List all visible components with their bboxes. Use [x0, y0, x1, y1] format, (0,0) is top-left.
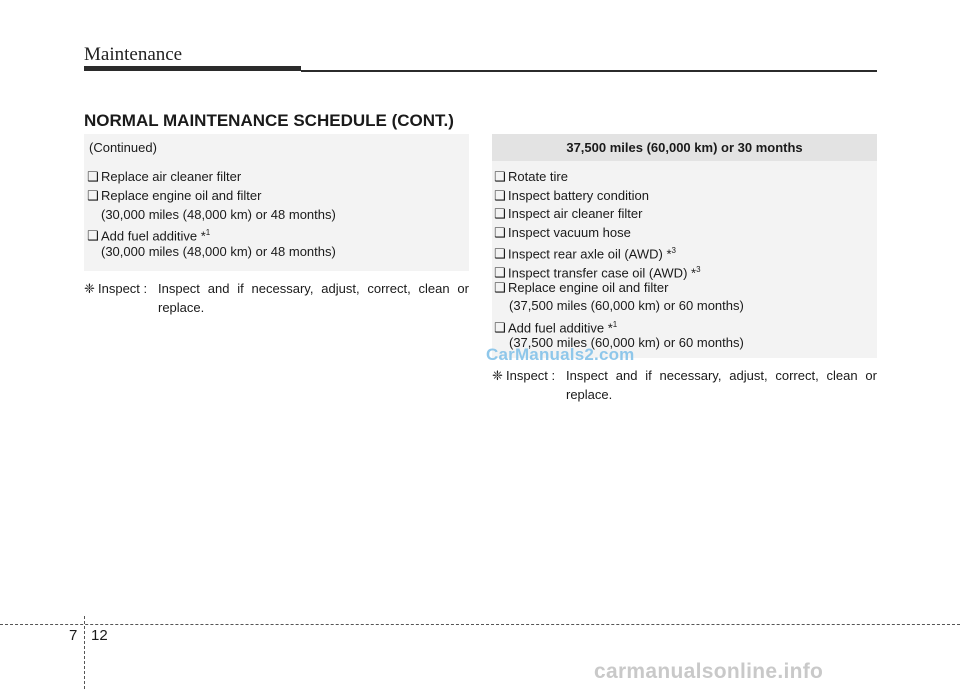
- item-interval: (30,000 miles (48,000 km) or 48 months): [101, 244, 336, 259]
- continued-label: (Continued): [89, 140, 157, 155]
- checkbox-icon: ❑: [494, 188, 506, 203]
- footnote-ref: 3: [671, 246, 676, 255]
- item-text: Replace engine oil and filter: [508, 280, 669, 295]
- checkbox-icon: ❑: [494, 206, 506, 221]
- item-text: Inspect rear axle oil (AWD) *: [508, 246, 672, 262]
- note-continuation: replace.: [158, 300, 205, 315]
- list-item: [494, 262, 701, 281]
- checkbox-icon: ❑: [87, 188, 99, 203]
- section-heading: NORMAL MAINTENANCE SCHEDULE (CONT.): [84, 111, 454, 130]
- checkbox-icon: ❑: [494, 225, 506, 240]
- note-label: Inspect :: [98, 281, 148, 296]
- item-text: Inspect vacuum hose: [508, 225, 631, 240]
- item-text: Inspect transfer case oil (AWD) *: [508, 265, 697, 281]
- checkbox-icon: ❑: [494, 320, 506, 336]
- note-text: Inspect and if necessary, adjust, correct, clean or: [158, 281, 469, 296]
- inspect-note: [84, 279, 469, 317]
- item-text: Rotate tire: [508, 169, 568, 184]
- item-interval: (37,500 miles (60,000 km) or 60 months): [509, 298, 744, 313]
- item-text: Replace air cleaner filter: [101, 169, 242, 184]
- note-symbol-icon: ❈: [84, 281, 95, 296]
- list-item: [87, 169, 241, 185]
- list-item: [494, 317, 617, 336]
- checkbox-icon: ❑: [87, 169, 99, 184]
- note-continuation: replace.: [566, 387, 613, 402]
- interval-header: 37,500 miles (60,000 km) or 30 months: [492, 134, 877, 161]
- header-title: Maintenance: [84, 44, 183, 65]
- list-item: [494, 225, 631, 241]
- inspect-note: [492, 366, 877, 404]
- checkbox-icon: ❑: [494, 265, 506, 281]
- list-item: [494, 206, 642, 222]
- watermark-footer: carmanualsonline.info: [594, 660, 824, 683]
- header-rule-thin: [301, 70, 877, 72]
- footnote-ref: 1: [205, 228, 211, 237]
- footnote-ref: 3: [696, 265, 701, 274]
- checkbox-icon: ❑: [494, 280, 506, 295]
- watermark-logo: CarManuals2.com: [486, 345, 635, 364]
- note-label: Inspect :: [506, 368, 556, 383]
- item-interval: (30,000 miles (48,000 km) or 48 months): [101, 207, 336, 222]
- checkbox-icon: ❑: [494, 169, 506, 184]
- chapter-number: 7: [69, 627, 78, 644]
- list-item: [87, 188, 261, 204]
- footer-divider: [0, 624, 960, 625]
- checkbox-icon: ❑: [494, 246, 506, 262]
- header-rule-thick: [84, 66, 301, 71]
- list-item: [494, 188, 649, 204]
- list-item: [494, 280, 668, 296]
- note-text: Inspect and if necessary, adjust, correct, clean or: [566, 368, 877, 383]
- item-text: Replace engine oil and filter: [101, 188, 262, 203]
- item-interval: (37,500 miles (60,000 km) or 60 months): [509, 335, 744, 350]
- checkbox-icon: ❑: [87, 228, 99, 244]
- item-text: Add fuel additive *: [508, 320, 613, 336]
- page-number: 12: [91, 627, 108, 644]
- footer-page-divider: [84, 616, 85, 689]
- item-text: Inspect air cleaner filter: [508, 206, 643, 221]
- list-item: [87, 225, 210, 244]
- item-text: Inspect battery condition: [508, 188, 649, 203]
- list-item: [494, 243, 676, 262]
- list-item: [494, 169, 568, 185]
- note-symbol-icon: ❈: [492, 368, 503, 383]
- footnote-ref: 1: [612, 320, 618, 329]
- item-text: Add fuel additive *: [101, 228, 206, 244]
